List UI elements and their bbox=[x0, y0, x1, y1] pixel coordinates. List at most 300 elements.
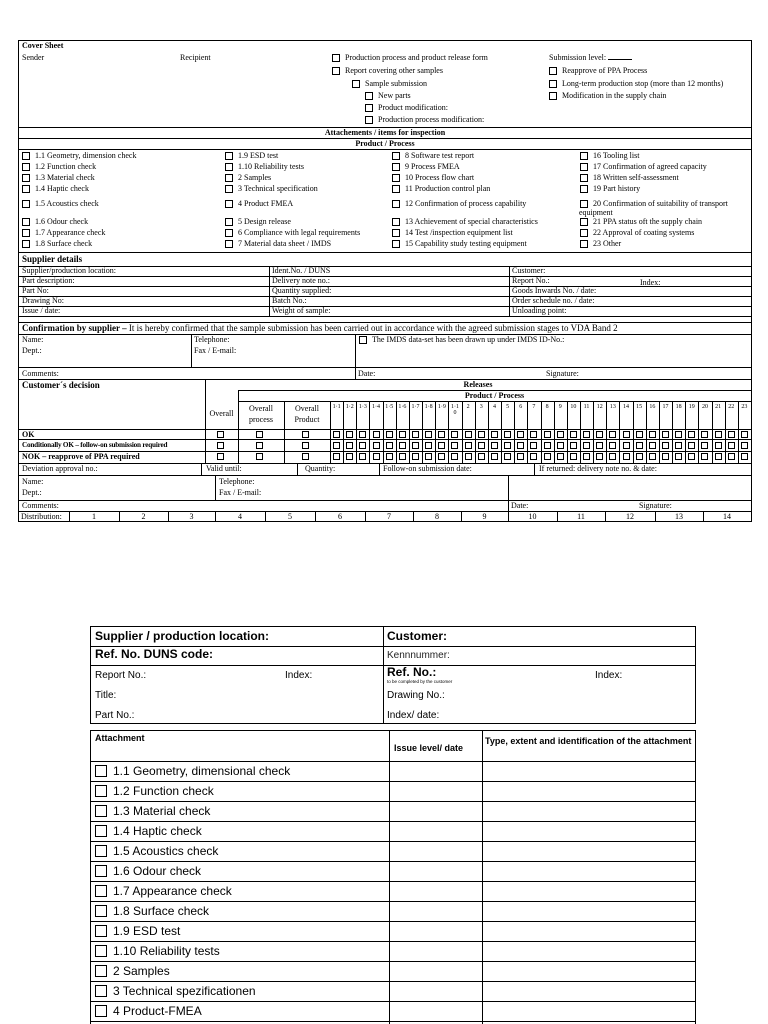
attachment-item-checkbox[interactable] bbox=[392, 162, 460, 172]
checkbox[interactable] bbox=[392, 229, 400, 237]
attachment-list-item[interactable] bbox=[95, 844, 218, 858]
checkbox[interactable] bbox=[225, 163, 233, 171]
release-checkbox[interactable] bbox=[688, 442, 695, 449]
release-checkbox[interactable] bbox=[504, 453, 511, 460]
release-checkbox[interactable] bbox=[544, 431, 551, 438]
attachment-item-label: 1.3 Material check bbox=[35, 173, 95, 182]
release-checkbox[interactable] bbox=[662, 431, 669, 438]
row-divider bbox=[91, 941, 695, 942]
checkbox[interactable] bbox=[392, 163, 400, 171]
attachment-list-item[interactable] bbox=[95, 864, 201, 878]
attachment-list-item[interactable] bbox=[95, 984, 256, 998]
release-checkbox[interactable] bbox=[623, 453, 630, 460]
attachment-item-checkbox[interactable] bbox=[225, 173, 271, 183]
column-divider bbox=[672, 401, 673, 463]
checkbox[interactable] bbox=[580, 185, 588, 193]
release-checkbox[interactable] bbox=[741, 453, 748, 460]
release-checkbox[interactable] bbox=[465, 453, 472, 460]
release-checkbox[interactable] bbox=[728, 453, 735, 460]
release-checkbox[interactable] bbox=[557, 431, 564, 438]
checkbox[interactable] bbox=[580, 200, 588, 208]
distribution-number: 4 bbox=[238, 512, 242, 521]
release-checkbox[interactable] bbox=[609, 453, 616, 460]
release-checkbox[interactable] bbox=[517, 442, 524, 449]
release-checkbox[interactable] bbox=[649, 431, 656, 438]
decision-checkbox[interactable] bbox=[256, 442, 263, 449]
form-product-mod-option[interactable]: Product modification: bbox=[365, 103, 448, 113]
attachment-item-checkbox[interactable] bbox=[22, 217, 88, 227]
release-checkbox[interactable] bbox=[715, 442, 722, 449]
release-checkbox[interactable] bbox=[438, 453, 445, 460]
attachment-item-checkbox[interactable] bbox=[580, 239, 621, 249]
checkbox[interactable] bbox=[392, 218, 400, 226]
checkbox[interactable] bbox=[95, 885, 107, 897]
row-divider bbox=[91, 821, 695, 822]
release-checkbox[interactable] bbox=[596, 431, 603, 438]
release-checkbox[interactable] bbox=[425, 431, 432, 438]
release-checkbox[interactable] bbox=[465, 431, 472, 438]
checkbox[interactable] bbox=[365, 116, 373, 124]
attachment-list-item[interactable] bbox=[95, 904, 209, 918]
attachment-item-checkbox[interactable] bbox=[22, 173, 95, 183]
checkbox[interactable] bbox=[95, 805, 107, 817]
attachment-item-checkbox[interactable] bbox=[392, 239, 527, 249]
attachment-list-label: 1.9 ESD test bbox=[113, 924, 181, 938]
release-checkbox[interactable] bbox=[662, 453, 669, 460]
checkbox[interactable] bbox=[22, 152, 30, 160]
column-divider bbox=[725, 401, 726, 463]
sender-label: Sender bbox=[22, 53, 45, 62]
checkbox[interactable] bbox=[95, 985, 107, 997]
release-checkbox[interactable] bbox=[662, 442, 669, 449]
checkbox[interactable] bbox=[95, 865, 107, 877]
checkbox[interactable] bbox=[365, 92, 373, 100]
checkbox[interactable] bbox=[225, 218, 233, 226]
checkbox[interactable] bbox=[225, 152, 233, 160]
release-checkbox[interactable] bbox=[504, 431, 511, 438]
release-checkbox[interactable] bbox=[675, 453, 682, 460]
release-checkbox[interactable] bbox=[649, 442, 656, 449]
release-checkbox[interactable] bbox=[715, 453, 722, 460]
release-checkbox[interactable] bbox=[386, 431, 393, 438]
checkbox[interactable] bbox=[225, 174, 233, 182]
release-checkbox[interactable] bbox=[623, 431, 630, 438]
checkbox[interactable] bbox=[332, 54, 340, 62]
customer-decision-header: Customer´s decision bbox=[22, 380, 100, 390]
release-checkbox[interactable] bbox=[649, 453, 656, 460]
checkbox[interactable] bbox=[392, 185, 400, 193]
checkbox[interactable] bbox=[392, 152, 400, 160]
release-checkbox[interactable] bbox=[517, 453, 524, 460]
attachment-list-item[interactable] bbox=[95, 884, 232, 898]
release-checkbox[interactable] bbox=[333, 431, 340, 438]
release-checkbox[interactable] bbox=[570, 442, 577, 449]
release-checkbox[interactable] bbox=[373, 442, 380, 449]
release-checkbox[interactable] bbox=[491, 453, 498, 460]
attachment-item-checkbox[interactable] bbox=[580, 217, 702, 227]
release-checkbox[interactable] bbox=[609, 431, 616, 438]
checkbox[interactable] bbox=[580, 152, 588, 160]
index-date-label: Index/ date: bbox=[387, 710, 440, 721]
checkbox[interactable] bbox=[225, 229, 233, 237]
attachment-list-label: 1.5 Acoustics check bbox=[113, 844, 219, 858]
attachment-item-label: 12 Confirmation of process capability bbox=[405, 199, 527, 208]
checkbox[interactable] bbox=[95, 825, 107, 837]
attachment-item-label: 6 Compliance with legal requirements bbox=[238, 228, 361, 237]
release-column-label: 19 bbox=[688, 404, 695, 410]
release-checkbox[interactable] bbox=[530, 453, 537, 460]
checkbox[interactable] bbox=[22, 218, 30, 226]
attachment-item-checkbox[interactable] bbox=[580, 173, 679, 183]
release-checkbox[interactable] bbox=[346, 442, 353, 449]
checkbox[interactable] bbox=[392, 200, 400, 208]
release-column-label: 1·8 bbox=[424, 404, 433, 410]
release-checkbox[interactable] bbox=[386, 442, 393, 449]
column-divider bbox=[619, 401, 620, 463]
checkbox[interactable] bbox=[352, 80, 360, 88]
attachment-item-checkbox[interactable] bbox=[392, 151, 474, 161]
release-column-label: 1·3 bbox=[358, 404, 367, 410]
checkbox[interactable] bbox=[365, 104, 373, 112]
checkbox[interactable] bbox=[392, 240, 400, 248]
decision-checkbox[interactable] bbox=[217, 453, 224, 460]
attachment-item-checkbox[interactable] bbox=[22, 151, 136, 161]
attachment-item-checkbox[interactable] bbox=[392, 184, 490, 194]
release-checkbox[interactable] bbox=[504, 442, 511, 449]
checkbox[interactable] bbox=[580, 240, 588, 248]
release-checkbox[interactable] bbox=[570, 453, 577, 460]
row-divider bbox=[19, 316, 751, 317]
release-checkbox[interactable] bbox=[688, 453, 695, 460]
attachment-item-checkbox[interactable] bbox=[225, 217, 291, 227]
release-checkbox[interactable] bbox=[728, 442, 735, 449]
checkbox[interactable] bbox=[580, 218, 588, 226]
attachment-item-checkbox[interactable] bbox=[225, 228, 360, 238]
form-new-parts-option[interactable]: New parts bbox=[365, 91, 411, 101]
release-checkbox[interactable] bbox=[491, 442, 498, 449]
release-checkbox[interactable] bbox=[675, 442, 682, 449]
release-checkbox[interactable] bbox=[438, 442, 445, 449]
release-checkbox[interactable] bbox=[530, 431, 537, 438]
checkbox[interactable] bbox=[580, 163, 588, 171]
column-divider bbox=[369, 401, 370, 463]
form-release-option[interactable]: Production process and product release form bbox=[332, 53, 488, 63]
attachments-header: Attachements / items for inspection bbox=[324, 128, 446, 137]
form-other-samples-option[interactable]: Report covering other samples bbox=[332, 66, 443, 76]
checkbox[interactable] bbox=[95, 965, 107, 977]
checkbox[interactable] bbox=[392, 174, 400, 182]
release-checkbox[interactable] bbox=[491, 431, 498, 438]
release-checkbox[interactable] bbox=[517, 431, 524, 438]
attachment-item-checkbox[interactable] bbox=[22, 239, 92, 249]
column-divider bbox=[462, 401, 463, 463]
checkbox[interactable] bbox=[22, 240, 30, 248]
decision-checkbox[interactable] bbox=[256, 453, 263, 460]
checkbox[interactable] bbox=[225, 185, 233, 193]
release-checkbox[interactable] bbox=[623, 442, 630, 449]
decision-checkbox[interactable] bbox=[302, 431, 309, 438]
release-checkbox[interactable] bbox=[636, 442, 643, 449]
release-column-label: 23 bbox=[741, 404, 748, 410]
decision-checkbox[interactable] bbox=[302, 442, 309, 449]
decision-ok-label: OK bbox=[22, 430, 35, 439]
release-checkbox[interactable] bbox=[701, 453, 708, 460]
release-checkbox[interactable] bbox=[478, 453, 485, 460]
supplier-detail-field: Order schedule no. / date: bbox=[512, 296, 595, 305]
release-checkbox[interactable] bbox=[451, 442, 458, 449]
release-checkbox[interactable] bbox=[530, 442, 537, 449]
attachment-item-label: 10 Process flow chart bbox=[405, 173, 475, 182]
submission-reapprove-option[interactable]: Reapprove of PPA Process bbox=[549, 66, 647, 76]
supplier-detail-field: Weight of sample: bbox=[272, 306, 331, 315]
release-checkbox[interactable] bbox=[636, 453, 643, 460]
row-divider bbox=[91, 961, 695, 962]
release-checkbox[interactable] bbox=[741, 442, 748, 449]
attachment-item-checkbox[interactable] bbox=[392, 217, 538, 227]
row-divider bbox=[91, 1001, 695, 1002]
row-divider bbox=[91, 981, 695, 982]
decision-checkbox[interactable] bbox=[256, 431, 263, 438]
attachment-item-checkbox[interactable] bbox=[580, 228, 694, 238]
checkbox[interactable] bbox=[95, 925, 107, 937]
release-checkbox[interactable] bbox=[478, 431, 485, 438]
release-column-label: 6 bbox=[519, 404, 523, 410]
release-column-label: 14 bbox=[623, 404, 630, 410]
attachment-item-checkbox[interactable] bbox=[580, 151, 639, 161]
attachment-item-checkbox[interactable] bbox=[580, 184, 640, 194]
attachment-item-label: 18 Written self-assessment bbox=[593, 173, 679, 182]
release-checkbox[interactable] bbox=[373, 453, 380, 460]
attachment-item-checkbox[interactable] bbox=[392, 228, 513, 238]
release-checkbox[interactable] bbox=[544, 453, 551, 460]
decision-nok-label: NOK – reapprove of PPA required bbox=[22, 452, 140, 461]
checkbox[interactable] bbox=[22, 163, 30, 171]
supplier-detail-field: Part No: bbox=[22, 286, 49, 295]
attachment-item-checkbox[interactable] bbox=[22, 162, 96, 172]
release-checkbox[interactable] bbox=[701, 431, 708, 438]
attachment-list-item[interactable] bbox=[95, 764, 290, 778]
attachment-item-label: 23 Other bbox=[593, 239, 622, 248]
release-checkbox[interactable] bbox=[346, 431, 353, 438]
release-checkbox[interactable] bbox=[425, 453, 432, 460]
attachment-item-label: 1.4 Haptic check bbox=[35, 184, 89, 193]
column-divider bbox=[738, 401, 739, 463]
release-checkbox[interactable] bbox=[425, 442, 432, 449]
release-checkbox[interactable] bbox=[412, 453, 419, 460]
release-checkbox[interactable] bbox=[715, 431, 722, 438]
release-column-label: 4 bbox=[492, 404, 496, 410]
checkbox[interactable] bbox=[95, 765, 107, 777]
distribution-number: 5 bbox=[288, 512, 292, 521]
attachment-item-checkbox[interactable] bbox=[392, 199, 526, 209]
column-divider bbox=[409, 401, 410, 463]
checkbox[interactable] bbox=[549, 92, 557, 100]
release-checkbox[interactable] bbox=[557, 442, 564, 449]
attachment-list-item[interactable] bbox=[95, 784, 214, 798]
attachment-item-checkbox[interactable] bbox=[22, 228, 105, 238]
release-checkbox[interactable] bbox=[609, 442, 616, 449]
report-index-label: Index: bbox=[285, 670, 313, 681]
equipment-continuation: equipment bbox=[579, 208, 613, 217]
distribution-number: 6 bbox=[338, 512, 342, 521]
attachment-item-checkbox[interactable] bbox=[225, 199, 293, 209]
release-column-label: 8 bbox=[545, 404, 549, 410]
release-checkbox[interactable] bbox=[399, 431, 406, 438]
attachment-item-label: 1.9 ESD test bbox=[238, 151, 279, 160]
col-issue-header: Issue level/ date bbox=[394, 743, 464, 753]
release-checkbox[interactable] bbox=[399, 453, 406, 460]
attachment-item-checkbox[interactable] bbox=[580, 162, 707, 172]
row-divider bbox=[91, 1021, 695, 1022]
release-checkbox[interactable] bbox=[544, 442, 551, 449]
title-label: Title: bbox=[95, 690, 117, 701]
release-column-label: 15 bbox=[636, 404, 643, 410]
checkbox[interactable] bbox=[95, 845, 107, 857]
releases-product-process: Product / Process bbox=[464, 391, 525, 400]
row-divider bbox=[91, 881, 695, 882]
attachment-list-label: 1.3 Material check bbox=[113, 804, 211, 818]
release-checkbox[interactable] bbox=[451, 431, 458, 438]
release-checkbox[interactable] bbox=[688, 431, 695, 438]
release-column-label: 9 bbox=[558, 404, 562, 410]
release-checkbox[interactable] bbox=[570, 431, 577, 438]
checkbox[interactable] bbox=[22, 174, 30, 182]
customer-label: Customer: bbox=[387, 629, 448, 643]
checkbox[interactable] bbox=[95, 945, 107, 957]
submission-longterm-option[interactable]: Long-term production stop (more than 12 months) bbox=[549, 79, 723, 89]
supplier-detail-field: Report No.: bbox=[512, 276, 550, 285]
decision-checkbox[interactable] bbox=[302, 453, 309, 460]
attachment-list-item[interactable] bbox=[95, 804, 210, 818]
row-divider bbox=[91, 901, 695, 902]
attachment-list-label: 1.4 Haptic check bbox=[113, 824, 202, 838]
checkbox[interactable] bbox=[580, 229, 588, 237]
release-checkbox[interactable] bbox=[438, 431, 445, 438]
attachment-list-item[interactable] bbox=[95, 964, 170, 978]
release-checkbox[interactable] bbox=[399, 442, 406, 449]
submission-level-label: Submission level: bbox=[549, 53, 632, 63]
supplier-telephone-label: Telephone: bbox=[194, 335, 230, 344]
attachment-item-label: 1.1 Geometry, dimension check bbox=[35, 151, 137, 160]
submission-supplychain-option[interactable]: Modification in the supply chain bbox=[549, 91, 666, 101]
column-divider bbox=[527, 401, 528, 463]
attachment-item-label: 7 Material data sheet / IMDS bbox=[238, 239, 332, 248]
release-checkbox[interactable] bbox=[636, 431, 643, 438]
imds-option[interactable]: The IMDS data-set has been drawn up under IMDS ID-No.: bbox=[359, 335, 564, 345]
distribution-number: 7 bbox=[387, 512, 391, 521]
release-column-label: 1·10 bbox=[450, 404, 459, 416]
release-checkbox[interactable] bbox=[451, 453, 458, 460]
release-checkbox[interactable] bbox=[359, 453, 366, 460]
checkbox[interactable] bbox=[580, 174, 588, 182]
attachment-item-checkbox[interactable] bbox=[22, 199, 99, 209]
attachment-list-item[interactable] bbox=[95, 924, 180, 938]
release-checkbox[interactable] bbox=[412, 431, 419, 438]
checkbox[interactable] bbox=[225, 240, 233, 248]
release-checkbox[interactable] bbox=[333, 442, 340, 449]
release-checkbox[interactable] bbox=[412, 442, 419, 449]
release-column-label: 1·7 bbox=[411, 404, 420, 410]
product-process-header: Product / Process bbox=[355, 139, 415, 148]
release-column-label: 20 bbox=[701, 404, 708, 410]
checkbox[interactable] bbox=[95, 905, 107, 917]
form-process-mod-option[interactable]: Production process modification: bbox=[365, 115, 484, 125]
decision-checkbox[interactable] bbox=[217, 431, 224, 438]
attachment-list-item[interactable] bbox=[95, 1004, 202, 1018]
release-checkbox[interactable] bbox=[701, 442, 708, 449]
release-checkbox[interactable] bbox=[728, 431, 735, 438]
release-checkbox[interactable] bbox=[333, 453, 340, 460]
attachment-item-label: 1.8 Surface check bbox=[35, 239, 93, 248]
release-column-label: 3 bbox=[479, 404, 483, 410]
release-checkbox[interactable] bbox=[359, 431, 366, 438]
release-checkbox[interactable] bbox=[596, 442, 603, 449]
release-checkbox[interactable] bbox=[373, 431, 380, 438]
checkbox[interactable] bbox=[95, 785, 107, 797]
checkbox[interactable] bbox=[359, 336, 367, 344]
attachment-item-checkbox[interactable] bbox=[225, 151, 278, 161]
customer-fax-label: Fax / E-mail: bbox=[219, 488, 262, 497]
release-column-label: 5 bbox=[506, 404, 510, 410]
attachment-list-item[interactable] bbox=[95, 944, 220, 958]
release-checkbox[interactable] bbox=[583, 431, 590, 438]
attachment-item-checkbox[interactable] bbox=[225, 239, 331, 249]
attachment-item-checkbox[interactable] bbox=[225, 162, 304, 172]
checkbox[interactable] bbox=[332, 67, 340, 75]
checkbox[interactable] bbox=[22, 185, 30, 193]
release-checkbox[interactable] bbox=[583, 442, 590, 449]
row-divider bbox=[19, 296, 751, 297]
attachment-list-item[interactable] bbox=[95, 824, 202, 838]
release-checkbox[interactable] bbox=[675, 431, 682, 438]
attachment-item-checkbox[interactable] bbox=[392, 173, 474, 183]
release-checkbox[interactable] bbox=[386, 453, 393, 460]
release-checkbox[interactable] bbox=[465, 442, 472, 449]
row-divider bbox=[91, 841, 695, 842]
attachment-item-checkbox[interactable] bbox=[225, 184, 318, 194]
release-checkbox[interactable] bbox=[741, 431, 748, 438]
attachment-item-label: 8 Software test report bbox=[405, 151, 475, 160]
row-divider bbox=[91, 921, 695, 922]
attachment-list-label: 1.7 Appearance check bbox=[113, 884, 232, 898]
attachment-list-label: 2 Samples bbox=[113, 964, 170, 978]
attachment-list-label: 1.1 Geometry, dimensional check bbox=[113, 764, 291, 778]
decision-checkbox[interactable] bbox=[217, 442, 224, 449]
attachment-item-label: 15 Capability study testing equipment bbox=[405, 239, 527, 248]
checkbox[interactable] bbox=[95, 1005, 107, 1017]
row-divider bbox=[91, 861, 695, 862]
release-checkbox[interactable] bbox=[583, 453, 590, 460]
checkbox[interactable] bbox=[22, 200, 30, 208]
attachment-item-checkbox[interactable] bbox=[22, 184, 89, 194]
release-checkbox[interactable] bbox=[346, 453, 353, 460]
column-divider bbox=[448, 401, 449, 463]
form-sample-submission-option[interactable]: Sample submission bbox=[352, 79, 427, 89]
column-divider bbox=[712, 401, 713, 463]
release-checkbox[interactable] bbox=[478, 442, 485, 449]
release-checkbox[interactable] bbox=[359, 442, 366, 449]
checkbox[interactable] bbox=[225, 200, 233, 208]
release-checkbox[interactable] bbox=[596, 453, 603, 460]
release-checkbox[interactable] bbox=[557, 453, 564, 460]
checkbox[interactable] bbox=[22, 229, 30, 237]
attachment-item-label: 16 Tooling list bbox=[593, 151, 640, 160]
supplier-fax-label: Fax / E-mail: bbox=[194, 346, 237, 355]
duns-label: Ref. No. DUNS code: bbox=[95, 647, 214, 661]
checkbox[interactable] bbox=[549, 80, 557, 88]
customer-name-label: Name: bbox=[22, 477, 44, 486]
checkbox[interactable] bbox=[549, 67, 557, 75]
